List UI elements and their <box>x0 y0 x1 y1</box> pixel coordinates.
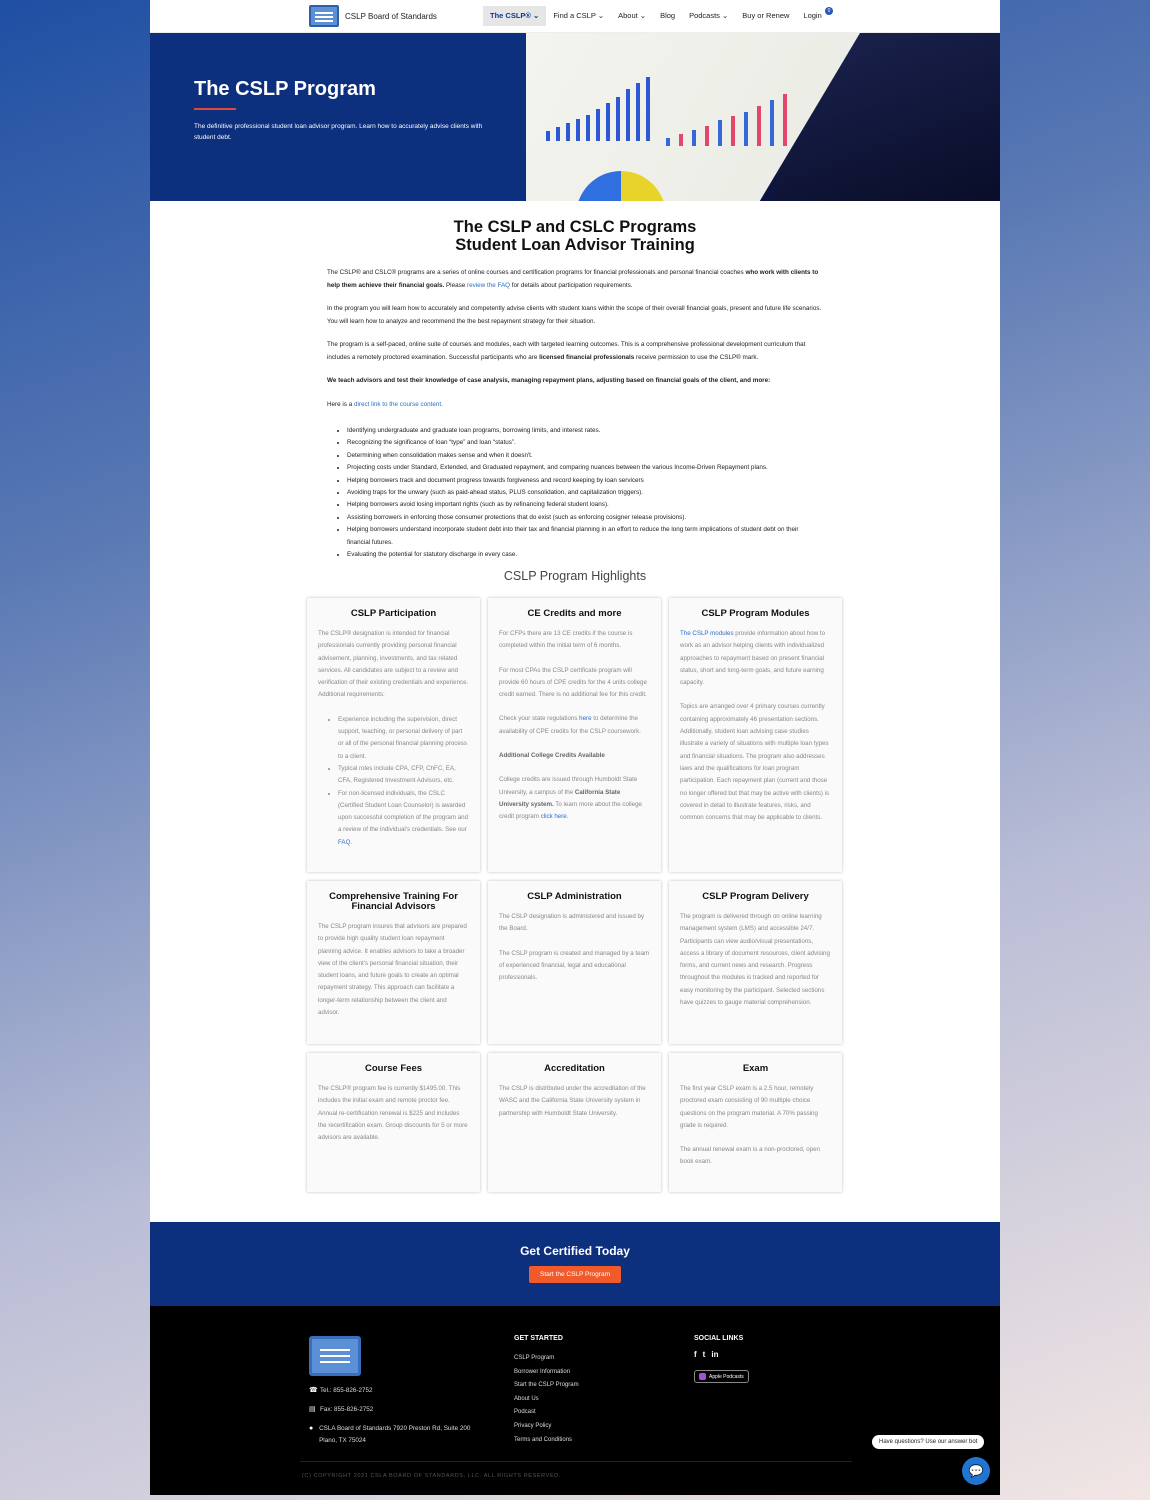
college-credit-link[interactable]: click here <box>540 813 567 821</box>
card-text: The CSLP program insures that advisors are prepared to provide high quality student loan repayment planning advice. It enables advisors to take a broader view of the client's personal financial situation, their student loans, and future goals to create an optimal repayment strategy. This approach can facilitate a longer-term relationship between the client and advisor. <box>318 923 467 1017</box>
phone-icon: ☎ <box>309 1387 318 1394</box>
card-title: Course Fees <box>364 1063 423 1074</box>
nav-item-the-cslp[interactable]: The CSLP® ⌄ <box>483 6 546 26</box>
nav-item-about[interactable]: About ⌄ <box>618 11 647 20</box>
card-course-fees <box>307 1053 480 1192</box>
nav-item-login[interactable]: Login <box>803 11 822 20</box>
page-title <box>327 218 823 254</box>
card-text: The CSLP® designation is intended for financial professionals currently providing personal financial advisement, planning, investments, and tax related services. All candidates are subject to a review and verification of their existing credentials and experience. Additional requirements: <box>318 630 469 699</box>
decorative-bar <box>744 112 748 146</box>
faq-link[interactable]: FAQ <box>338 838 351 846</box>
decorative-bar <box>546 131 550 141</box>
brand-name: CSLP Board of Standards <box>345 11 437 21</box>
hero-title: The CSLP Program <box>194 78 376 100</box>
card-title: CSLP Participation <box>350 608 437 619</box>
decorative-bar <box>731 116 735 146</box>
hero-chart-photo <box>526 33 1000 201</box>
footer-link-borrower-information[interactable]: Borrower Information <box>514 1368 571 1375</box>
list-item: • Determining when consolidation makes sense and when it doesn't. <box>347 450 823 462</box>
card-text: For most CPAs the CSLP certificate program will provide 60 hours of CPE credits for the 4 units college credit earned. There is no additional fee for this credit. <box>499 666 647 699</box>
decorative-bar <box>566 123 570 141</box>
course-link-paragraph <box>327 399 823 412</box>
decorative-bar <box>666 138 670 146</box>
card-body <box>499 911 650 984</box>
location-pin-icon: ● <box>309 1425 314 1432</box>
list-item: • Experience including the supervision, direct support, teaching, or personal delivery of part or all of the personal financial planning process to a client. <box>338 714 469 763</box>
card-title: CSLP Administration <box>527 891 622 902</box>
card-text: For CFPs there are 13 CE credits if the course is completed within the initial term of 6 months. <box>499 630 633 650</box>
text: Please <box>444 281 467 289</box>
site-header <box>150 0 1000 33</box>
text-bold: Additional College Credits Available <box>499 752 605 760</box>
selfpaced-paragraph <box>327 339 823 364</box>
card-body <box>680 1083 831 1169</box>
list-item: • Helping borrowers avoid losing important rights (such as by refinancing federal student loans). <box>347 499 823 511</box>
footer-divider <box>300 1461 852 1462</box>
footer-link-cslp-program[interactable]: CSLP Program <box>514 1355 555 1361</box>
chat-icon: 💬 <box>968 1464 984 1478</box>
text-bold: who work with clients to help them achieve their financial goals. <box>327 269 819 289</box>
twitter-icon[interactable]: t <box>702 1350 706 1359</box>
list-item: • Recognizing the significance of loan “type” and loan “status”. <box>347 437 823 449</box>
list-item: • Helping borrowers understand incorporate student debt into their tax and financial planning in an effort to reduce the long term implications of student debt on their financial futures. <box>347 524 823 549</box>
card-exam <box>669 1053 842 1192</box>
apple-podcasts-badge[interactable] <box>694 1370 749 1383</box>
list-item <box>338 788 469 849</box>
decorative-bar <box>606 103 610 141</box>
list-item: • Identifying undergraduate and graduate loan programs, borrowing limits, and interest rates. <box>347 425 823 437</box>
card-text: The CSLP® program fee is currently $1495.00. This includes the initial exam and remote proctor fee. Annual re-certification renewal is $225 and includes the recertification exam. Group discounts for 5 or more advisors are available. <box>318 1085 468 1142</box>
card-body <box>680 628 831 824</box>
list-item: • Projecting costs under Standard, Extended, and Graduated repayment, and comparing nuances between the various Income-Driven Repayment plans. <box>347 462 823 474</box>
card-comprehensive-training <box>307 881 480 1044</box>
nav-item-buy-or-renew[interactable]: Buy or Renew <box>742 11 790 20</box>
text: provide information about how to work as an advisor helping clients with individualized approaches to repayment based on present financial status, short and long-term goals, and future earning capacity. <box>680 630 826 687</box>
decorative-pie <box>576 171 666 201</box>
cta-title: Get Certified Today <box>520 1244 630 1258</box>
get-started-title: GET STARTED <box>514 1335 563 1342</box>
footer-certificate-icon[interactable] <box>309 1336 361 1376</box>
list-item: • Evaluating the potential for statutory discharge in every case. <box>347 549 823 561</box>
text: College credits are issued through Humboldt State University, a campus of the <box>499 776 638 796</box>
decorative-bar <box>576 119 580 141</box>
social-links-title: SOCIAL LINKS <box>694 1335 744 1342</box>
course-content-link[interactable]: direct link to the course content. <box>353 400 443 408</box>
card-body <box>499 1083 650 1120</box>
list-item: • Assisting borrowers in enforcing those consumer protections that do exist (such as enforcing cosigner release provisions). <box>347 512 823 524</box>
nav-item-blog[interactable]: Blog <box>660 11 676 20</box>
text-bold: California State University system. <box>499 788 621 808</box>
card-title: CE Credits and more <box>527 608 622 619</box>
podcast-badge-text: Apple Podcasts <box>709 1373 744 1380</box>
state-regulations-link[interactable]: here <box>579 715 592 723</box>
footer-link-privacy-policy[interactable]: Privacy Policy <box>514 1422 552 1429</box>
text: The program is a self-paced, online suite of courses and modules, each with targeted learning outcomes. This is a comprehensive professional development curriculum that includes a remotely proctored examination. Successful participants who are <box>327 341 806 361</box>
footer-link-start-program[interactable]: Start the CSLP Program <box>514 1382 579 1389</box>
text: . <box>566 813 569 821</box>
card-administration <box>488 881 661 1044</box>
nav-item-find-a-cslp[interactable]: Find a CSLP ⌄ <box>553 11 605 20</box>
card-body <box>499 628 650 824</box>
cslp-modules-link[interactable]: The CSLP modules <box>680 630 734 637</box>
card-title: Comprehensive Training For Financial Advisors <box>329 891 458 912</box>
footer-tel <box>309 1385 373 1397</box>
card-body <box>318 1083 469 1144</box>
decorative-bar <box>586 115 590 141</box>
footer-link-podcast[interactable]: Podcast <box>514 1409 536 1416</box>
footer-link-terms[interactable]: Terms and Conditions <box>514 1436 573 1443</box>
podcast-icon <box>699 1373 706 1380</box>
highlights-title: CSLP Program Highlights <box>503 569 647 583</box>
decorative-bar <box>636 83 640 141</box>
decorative-bar <box>556 127 560 141</box>
text: for details about participation requirements. <box>510 281 633 289</box>
hero-divider <box>194 108 236 110</box>
decorative-bar <box>596 109 600 141</box>
program-paragraph: In the program you will learn how to accurately and competently advise clients with student loans within the scope of their overall financial goals, present and future life scenarios. You will learn how to analyze and recommend the the best repayment strategy for their situation. <box>327 305 822 325</box>
card-body <box>318 921 469 1019</box>
footer-fax <box>309 1404 373 1416</box>
social-icons <box>694 1350 718 1359</box>
teach-paragraph <box>327 375 823 388</box>
card-text <box>499 774 650 823</box>
main-content <box>327 218 823 561</box>
text-bold: licensed financial professionals <box>539 353 635 361</box>
intro-paragraph <box>327 267 823 292</box>
decorative-bar <box>626 89 630 141</box>
card-ce-credits <box>488 598 661 872</box>
footer-link-about-us[interactable]: About Us <box>514 1395 539 1402</box>
card-text <box>499 713 650 738</box>
list-item: • Helping borrowers track and document progress towards forgiveness and record keeping by loan servicers <box>347 475 823 487</box>
hero-subtitle: The definitive professional student loan advisor program. Learn how to accurately advise clients with student debt. <box>194 123 483 141</box>
card-title: CSLP Program Delivery <box>702 891 809 902</box>
text: . <box>350 838 353 846</box>
card-title: Accreditation <box>544 1063 605 1074</box>
card-text: The CSLP is distributed under the accreditation of the WASC and the California State University system in partnership with Humboldt State University. <box>499 1085 646 1117</box>
hero-banner <box>150 33 1000 201</box>
footer-links <box>514 1352 579 1447</box>
text: Check your state regulations <box>499 715 580 723</box>
page-title-line1: The CSLP and CSLC Programs <box>453 218 697 236</box>
decorative-bar <box>718 120 722 146</box>
decorative-bar <box>646 77 650 141</box>
decorative-bar <box>679 134 683 146</box>
fax-text: Fax: 855-826-2752 <box>320 1406 374 1413</box>
text: To learn more about the college credit program <box>499 800 642 821</box>
text: The CSLP® and CSLC® programs are a series of online courses and certification programs for financial professionals and personal financial coaches <box>327 269 746 276</box>
learning-points-list <box>327 425 823 561</box>
card-text: The annual renewal exam is a non-proctored, open book exam. <box>680 1146 820 1166</box>
card-cslp-participation <box>307 598 480 872</box>
card-text: Topics are arranged over 4 primary courses currently containing approximately 46 presentation sections. Additionally, student loan advising case studies illustrate a variety of situations with multiple loan types and financial situations. The program also addresses laws and the qualifications for loan program participation. Each repayment plan (current and those no longer offered but that may be active with clients) is covered in detail to illustrate features, risks, and common concerns that may be applicable to clients. <box>680 703 830 822</box>
chat-prompt-bubble[interactable]: Have questions? Use our answer bot <box>872 1435 984 1449</box>
start-program-button[interactable]: Start the CSLP Program <box>529 1266 621 1283</box>
card-program-delivery <box>669 881 842 1044</box>
card-title: Exam <box>742 1063 769 1074</box>
copyright: (C) COPYRIGHT 2021 CSLA BOARD OF STANDARDS, LLC. ALL RIGHTS RESERVED. <box>302 1473 561 1479</box>
text: to determine the availability of CPE credits for the CSLP coursework. <box>499 715 641 735</box>
main-nav <box>483 6 829 26</box>
decorative-bar <box>692 130 696 146</box>
certificate-icon <box>309 5 339 27</box>
text: For non-licensed individuals, the CSLC (Certified Student Loan Counselor) is awarded upon successful completion of the program and a review of the individual's credentials. See our <box>338 789 469 834</box>
footer-address <box>309 1423 489 1447</box>
facebook-icon[interactable]: f <box>694 1350 697 1359</box>
text: Here is a <box>327 400 354 408</box>
card-program-modules <box>669 598 842 872</box>
decorative-bar <box>770 100 774 146</box>
page <box>150 0 1000 1495</box>
card-text <box>499 750 650 762</box>
card-text <box>680 628 831 689</box>
address-text: CSLA Board of Standards 7920 Preston Rd, Suite 200 Plano, TX 75024 <box>319 1425 471 1444</box>
nav-item-podcasts[interactable]: Podcasts ⌄ <box>689 11 729 20</box>
list-item: • Avoiding traps for the unwary (such as paid-ahead status, PLUS consolidation, and capitalization triggers). <box>347 487 823 499</box>
card-body <box>318 628 469 849</box>
site-footer <box>150 1306 1000 1495</box>
page-title-line2: Student Loan Advisor Training <box>455 236 695 254</box>
card-text: The first year CSLP exam is a 2.5 hour, remotely proctored exam consisting of 90 multiple choice questions on the program material. A 70% passing grade is required. <box>680 1085 818 1129</box>
linkedin-icon[interactable]: in <box>711 1350 719 1359</box>
decorative-bar <box>757 106 761 146</box>
decorative-bar <box>616 97 620 141</box>
decorative-bar <box>783 94 787 146</box>
card-text: The CSLP designation is administered and issued by the Board. <box>499 913 645 933</box>
list-item: • Typical roles include CPA, CFP, ChFC, EA, CFA, Registered Investment Advisors, etc. <box>338 763 469 788</box>
requirements-list <box>318 714 469 849</box>
fax-icon: ▤ <box>309 1406 316 1413</box>
chat-button[interactable] <box>962 1457 990 1485</box>
decorative-bar <box>705 126 709 146</box>
card-text: The CSLP program is created and managed by a team of experienced financial, legal and educational professionals. <box>499 949 650 982</box>
card-accreditation <box>488 1053 661 1192</box>
cta-section <box>150 1222 1000 1306</box>
text: receive permission to use the CSLP® mark. <box>634 353 759 361</box>
card-title: CSLP Program Modules <box>701 608 810 619</box>
text-bold: We teach advisors and test their knowledge of case analysis, managing repayment plans, adjusting based on financial goals of the client, and more: <box>327 377 771 384</box>
tel-text: Tel.: 855-826-2752 <box>320 1387 373 1394</box>
cart-count-badge[interactable]: 0 <box>825 7 833 15</box>
card-text: The program is delivered through on online learning management system (LMS) and accessible 24/7. Participants can view audio/visual presentations, access a library of document resources, client advising forms, and current news and research. Progress throughout the modules is tracked and reported for easy monitoring by the participant. Selected sections have quizzes to gauge material comprehension. <box>680 913 830 1007</box>
card-body <box>680 911 831 1009</box>
review-faq-link[interactable]: review the FAQ <box>467 281 511 289</box>
brand-logo[interactable] <box>309 5 437 27</box>
